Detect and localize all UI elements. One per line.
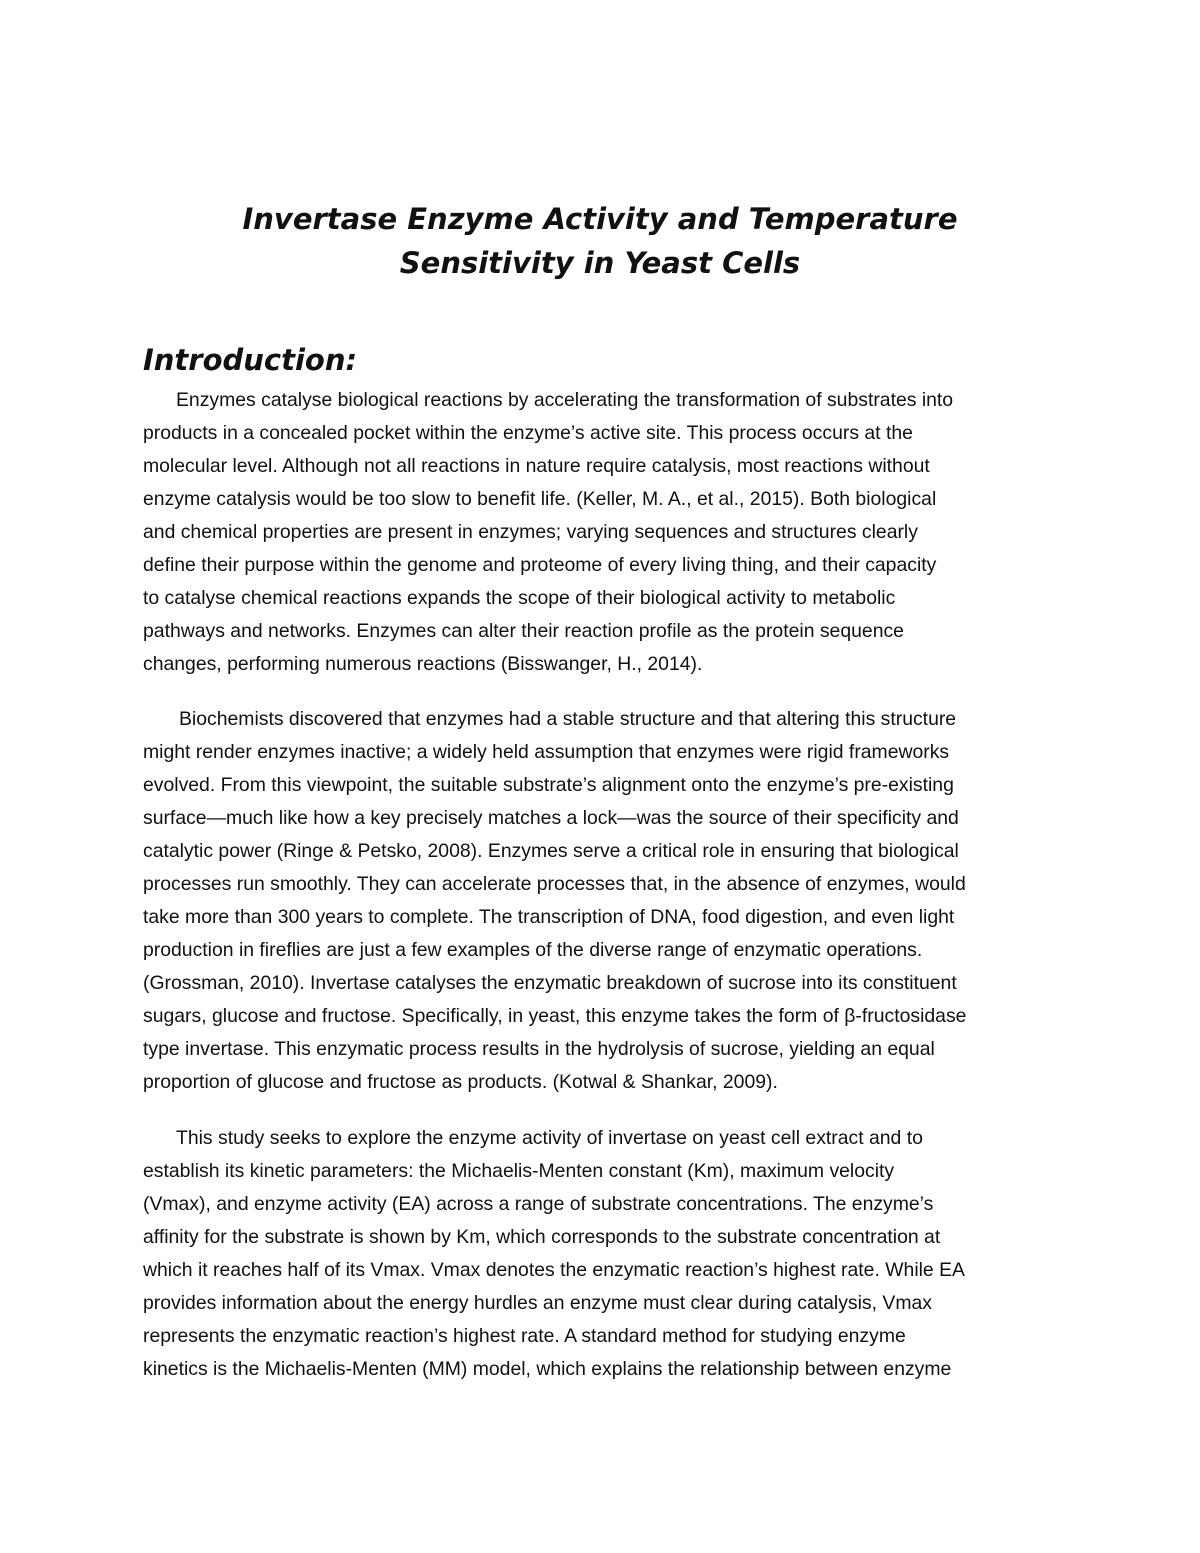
paragraph-line: catalytic power (Ringe & Petsko, 2008). Enzymes serve a critical role in ensuring that biological bbox=[143, 840, 959, 862]
title-line-1: Invertase Enzyme Activity and Temperature bbox=[242, 202, 958, 236]
paragraph-3 bbox=[143, 1122, 1063, 1386]
paragraph-line: This study seeks to explore the enzyme activity of invertase on yeast cell extract and to bbox=[176, 1127, 923, 1149]
paragraph-line: Enzymes catalyse biological reactions by accelerating the transformation of substrates into bbox=[176, 389, 954, 411]
paragraph-line: type invertase. This enzymatic process results in the hydrolysis of sucrose, yielding an equal bbox=[143, 1038, 935, 1060]
document-title bbox=[0, 197, 1200, 285]
paragraph-line: proportion of glucose and fructose as products. (Kotwal & Shankar, 2009). bbox=[143, 1071, 778, 1093]
paragraph-line: and chemical properties are present in enzymes; varying sequences and structures clearly bbox=[143, 521, 918, 543]
paragraph-line: kinetics is the Michaelis-Menten (MM) model, which explains the relationship between enzyme bbox=[143, 1358, 952, 1380]
paragraph-line: (Vmax), and enzyme activity (EA) across a range of substrate concentrations. The enzyme’s bbox=[143, 1193, 934, 1215]
paragraph-line: production in fireflies are just a few examples of the diverse range of enzymatic operations. bbox=[143, 939, 923, 961]
title-line-2: Sensitivity in Yeast Cells bbox=[399, 246, 801, 280]
paragraph-1 bbox=[143, 384, 1063, 681]
paragraph-line: affinity for the substrate is shown by Km, which corresponds to the substrate concentration at bbox=[143, 1226, 941, 1248]
paragraph-line: to catalyse chemical reactions expands the scope of their biological activity to metabolic bbox=[143, 587, 896, 609]
paragraph-2 bbox=[143, 703, 1063, 1099]
paragraph-line: evolved. From this viewpoint, the suitable substrate’s alignment onto the enzyme’s pre-existing bbox=[143, 774, 954, 796]
paragraph-line: processes run smoothly. They can accelerate processes that, in the absence of enzymes, would bbox=[143, 873, 966, 895]
paragraph-line: changes, performing numerous reactions (Bisswanger, H., 2014). bbox=[143, 653, 703, 675]
paragraph-line: might render enzymes inactive; a widely held assumption that enzymes were rigid frameworks bbox=[143, 741, 950, 763]
paragraph-line: take more than 300 years to complete. The transcription of DNA, food digestion, and even light bbox=[143, 906, 955, 928]
paragraph-line: enzyme catalysis would be too slow to benefit life. (Keller, M. A., et al., 2015). Both biological bbox=[143, 488, 937, 510]
paragraph-line: Biochemists discovered that enzymes had a stable structure and that altering this structure bbox=[179, 708, 957, 730]
section-heading: Introduction: bbox=[143, 343, 358, 377]
paragraph-line: define their purpose within the genome and proteome of every living thing, and their capacity bbox=[143, 554, 937, 576]
paragraph-line: products in a concealed pocket within the enzyme’s active site. This process occurs at the bbox=[143, 422, 913, 444]
paragraph-line: sugars, glucose and fructose. Specifically, in yeast, this enzyme takes the form of β-fructosidase bbox=[143, 1005, 967, 1027]
paragraph-line: represents the enzymatic reaction’s highest rate. A standard method for studying enzyme bbox=[143, 1325, 906, 1347]
paragraph-line: establish its kinetic parameters: the Michaelis-Menten constant (Km), maximum velocity bbox=[143, 1160, 895, 1182]
paragraph-line: surface—much like how a key precisely matches a lock—was the source of their specificity and bbox=[143, 807, 959, 829]
paragraph-line: pathways and networks. Enzymes can alter their reaction profile as the protein sequence bbox=[143, 620, 904, 642]
paragraph-line: (Grossman, 2010). Invertase catalyses the enzymatic breakdown of sucrose into its constituent bbox=[143, 972, 957, 994]
paragraph-line: provides information about the energy hurdles an enzyme must clear during catalysis, Vmax bbox=[143, 1292, 932, 1314]
paragraph-line: which it reaches half of its Vmax. Vmax denotes the enzymatic reaction’s highest rate. While EA bbox=[143, 1259, 965, 1281]
paragraph-line: molecular level. Although not all reactions in nature require catalysis, most reactions without bbox=[143, 455, 930, 477]
